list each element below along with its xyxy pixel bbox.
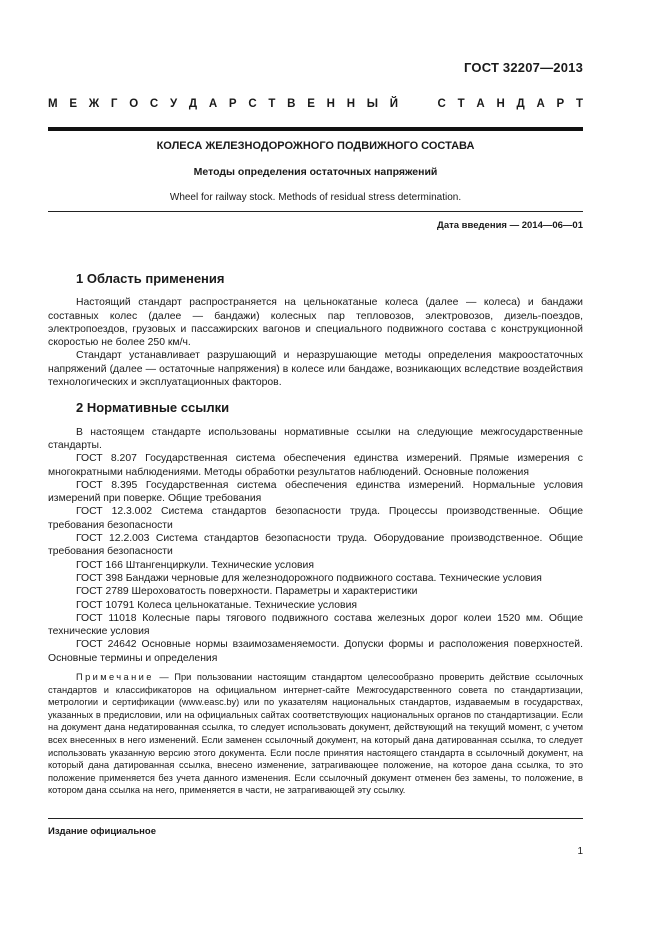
banner-letter: У <box>169 98 178 110</box>
banner-letter: Ы <box>366 98 379 110</box>
banner-letter: Й <box>389 98 399 110</box>
banner-letter: Е <box>69 98 78 110</box>
banner-letter: А <box>536 98 545 110</box>
banner-letter: Т <box>575 98 583 110</box>
banner-letter: Н <box>326 98 335 110</box>
note <box>48 671 583 797</box>
section1-paragraph: Стандарт устанавливает разрушающий и неразрушающие методы определения макроостаточных напряжений (далее — остаточные напряжения) в колесе или бандаже, возникающих вследствие воздействия технологических и эксплуатационных факторов. <box>48 350 583 389</box>
reference-item: ГОСТ 11018 Колесные пары тягового подвижного состава железных дорог колеи 1520 мм. Общие технические условия <box>48 612 583 638</box>
banner-letter: Р <box>228 98 237 110</box>
title-en: Wheel for railway stock. Methods of residual stress determination. <box>169 192 462 203</box>
banner-letter: С <box>437 98 446 110</box>
intro-date: Дата введения — 2014—06—01 <box>437 220 583 231</box>
banner-gap <box>410 98 426 110</box>
note-text: — При пользовании настоящим стандартом целесообразно проверить действие ссылочных стандартов и классификаторов на официальном интернет-сайте Межгосударственного совета по стандартизации, метрологии и сертификации (www.easc.by) или по указателям национальных стандартов, издаваемым в государствах, указанных в предисловии, или на официальных сайтах соответствующих национальных органов по стандартизации. Если на документ дана недатированная ссылка, то следует использовать документ, действующий на текущий момент, с учетом всех внесенных в него изменений. Если заменен ссылочный документ, на который дана датированная ссылка, то следует использовать указанную версию этого документа. Если после принятия настоящего стандарта в ссылочный документ, на который дана датированная ссылка, внесено изменение, затрагивающее положение, на которое дана ссылка, то это положение применяется без учета данного изменения. Если ссылочный документ отменен без замены, то положение, в котором дана ссылка на него, применяется в части, не затрагивающей эту ссылку. <box>48 672 583 796</box>
banner-letter: Ж <box>88 98 100 110</box>
banner-letter: Е <box>307 98 315 110</box>
reference-item: ГОСТ 12.3.002 Система стандартов безопасности труда. Процессы производственные. Общие требования безопасности <box>48 506 583 531</box>
reference-item: ГОСТ 24642 Основные нормы взаимозаменяемости. Допуски формы и расположения поверхностей. Основные термины и определения <box>48 639 583 664</box>
banner-letter: С <box>149 98 159 110</box>
reference-item: ГОСТ 166 Штангенциркули. Технические условия <box>76 559 314 571</box>
banner-letter: О <box>129 98 139 110</box>
banner-letter: Т <box>457 98 465 110</box>
banner-letter: А <box>208 98 218 110</box>
banner-letter: Д <box>516 98 525 110</box>
doc-number: ГОСТ 32207—2013 <box>464 60 583 75</box>
title-rule <box>48 211 583 212</box>
body-content <box>48 272 583 797</box>
banner-letter: Р <box>556 98 565 110</box>
banner-letter: С <box>248 98 257 110</box>
page-number: 1 <box>577 846 583 857</box>
title-ru: КОЛЕСА ЖЕЛЕЗНОДОРОЖНОГО ПОДВИЖНОГО СОСТАВА <box>156 140 475 152</box>
footer-rule <box>48 818 583 819</box>
banner-letter: Н <box>346 98 356 110</box>
reference-item: ГОСТ 398 Бандажи черновые для железнодорожного подвижного состава. Технические условия <box>76 572 542 584</box>
section2-heading: 2 Нормативные ссылки <box>76 400 230 416</box>
banner-letter: Н <box>496 98 505 110</box>
reference-item: ГОСТ 2789 Шероховатость поверхности. Параметры и характеристики <box>76 586 418 598</box>
section1-paragraph: Настоящий стандарт распространяется на цельнокатаные колеса (далее — колеса) и бандажи составных колес (далее — бандажи) колесных пар тепловозов, электровозов, дизель-поездов, электропоездов, грузовых и пассажирских вагонов и специального подвижного состава с конструкционной скоростью не более 250 км/ч. <box>48 297 583 349</box>
subtitle-ru: Методы определения остаточных напряжений <box>193 166 438 178</box>
section1-heading: 1 Область применения <box>76 271 225 286</box>
reference-item: ГОСТ 10791 Колеса цельнокатаные. Технические условия <box>76 599 358 611</box>
reference-item: ГОСТ 8.207 Государственная система обеспечения единства измерений. Прямые измерения с многократными наблюдениями. Методы обработки результатов наблюдений. Основные положения <box>48 453 583 478</box>
banner-letter: М <box>48 98 58 110</box>
note-label: Примечание <box>76 672 154 683</box>
reference-item: ГОСТ 12.2.003 Система стандартов безопасности труда. Оборудование производственное. Общие требования безопасности <box>48 533 583 558</box>
banner-letter: В <box>287 98 296 110</box>
banner-letter: Т <box>268 98 276 110</box>
official-edition: Издание официальное <box>48 826 156 837</box>
banner-letter: Д <box>188 98 198 110</box>
reference-item: ГОСТ 8.395 Государственная система обеспечения единства измерений. Нормальные условия измерений при поверке. Общие требования <box>48 479 583 505</box>
banner-letter: А <box>476 98 485 110</box>
reference-item: В настоящем стандарте использованы нормативные ссылки на следующие межгосударственные стандарты. <box>48 426 583 451</box>
interstate-standard-banner <box>48 98 583 110</box>
banner-letter: Г <box>110 98 118 110</box>
header-rule <box>48 127 583 131</box>
